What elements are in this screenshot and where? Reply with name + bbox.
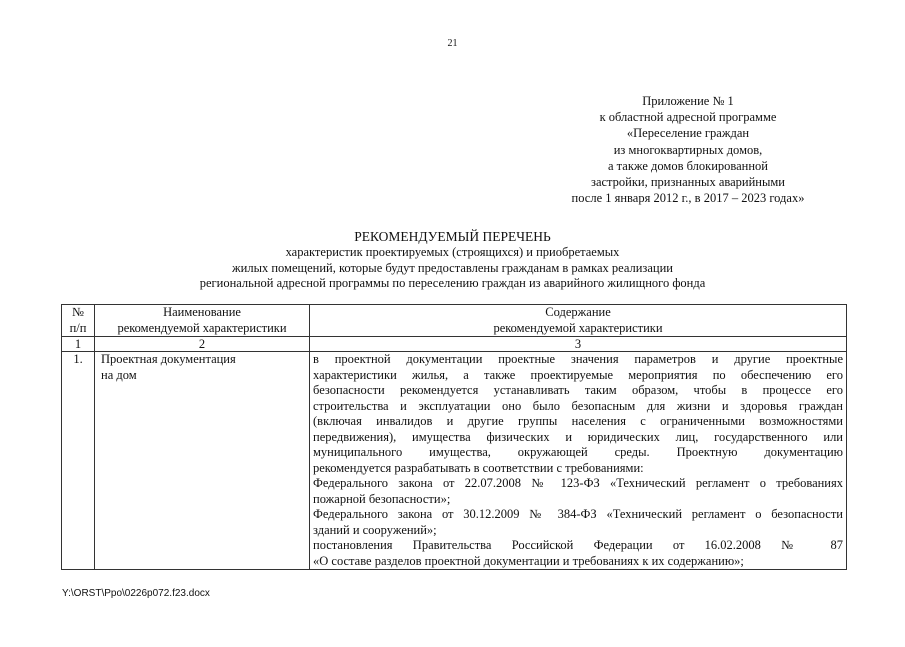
content-line: строительства и эксплуатации оно было безопасным для жизни и здоровья граждан xyxy=(313,398,843,413)
characteristics-table xyxy=(61,304,847,570)
document-title: РЕКОМЕНДУЕМЫЙ ПЕРЕЧЕНЬ xyxy=(354,229,551,244)
appendix-line: а также домов блокированной xyxy=(607,158,769,173)
row-content xyxy=(310,352,847,570)
column-number: 3 xyxy=(310,337,847,352)
content-line: в проектной документации проектные значения параметров и другие проектные xyxy=(313,352,843,366)
content-line: «О составе разделов проектной документации и требованиях к их содержанию»; xyxy=(313,553,744,568)
column-number: 2 xyxy=(95,337,310,352)
header-content: Содержание рекомендуемой характеристики xyxy=(310,305,847,337)
column-number: 1 xyxy=(62,337,95,352)
appendix-line: «Переселение граждан xyxy=(626,126,750,141)
row-number: 1. xyxy=(62,352,95,570)
content-line: передвижения), имущества физических и юридических лиц, государственного или xyxy=(313,429,843,444)
content-line: рекомендуется разрабатывать в соответствии с требованиями: xyxy=(313,460,644,475)
appendix-line: застройки, признанных аварийными xyxy=(591,175,785,190)
table-header-row xyxy=(62,305,847,337)
content-line: безопасности рекомендуется устанавливать таким образом, чтобы в процессе его xyxy=(313,383,843,397)
content-line: зданий и сооружений»; xyxy=(313,522,437,537)
subtitle-line: характеристик проектируемых (строящихся) и приобретаемых xyxy=(285,245,620,259)
page-number: 21 xyxy=(447,38,458,49)
subtitle-line: жилых помещений, которые будут предоставлены гражданам в рамках реализации xyxy=(232,260,673,275)
content-line: пожарной безопасности»; xyxy=(313,491,451,506)
appendix-line: к областной адресной программе xyxy=(599,110,777,125)
header-name: Наименование рекомендуемой характеристики xyxy=(95,305,310,337)
document-subtitle xyxy=(0,245,905,292)
content-line: Федерального закона от 30.12.2009 № 384-ФЗ «Технический регламент о безопасности xyxy=(313,507,843,521)
content-line: постановления Правительства Российской Федерации от 16.02.2008 № 87 xyxy=(313,538,843,552)
appendix-line: из многоквартирных домов, xyxy=(613,142,763,157)
appendix-block xyxy=(538,93,838,206)
appendix-line: после 1 января 2012 г., в 2017 – 2023 годах» xyxy=(571,191,805,206)
file-path-footer: Y:\ORST\Ppo\0226p072.f23.docx xyxy=(62,588,210,599)
content-line: характеристики жилья, а также проектируемые мероприятия по обеспечению его xyxy=(313,367,843,382)
content-line: Федерального закона от 22.07.2008 № 123-ФЗ «Технический регламент о требованиях xyxy=(313,476,843,490)
content-line: муниципального имущества, окружающей среды. Проектную документацию xyxy=(313,445,843,459)
header-number: № п/п xyxy=(62,305,95,337)
row-name: Проектная документация на дом xyxy=(95,352,310,570)
column-numbers-row xyxy=(62,337,847,352)
content-line: (включая инвалидов и другие группы населения с ограниченными возможностями xyxy=(313,414,843,428)
appendix-line: Приложение № 1 xyxy=(642,94,734,108)
table-row xyxy=(62,352,847,570)
subtitle-line: региональной адресной программы по переселению граждан из аварийного жилищного фонда xyxy=(199,276,706,290)
